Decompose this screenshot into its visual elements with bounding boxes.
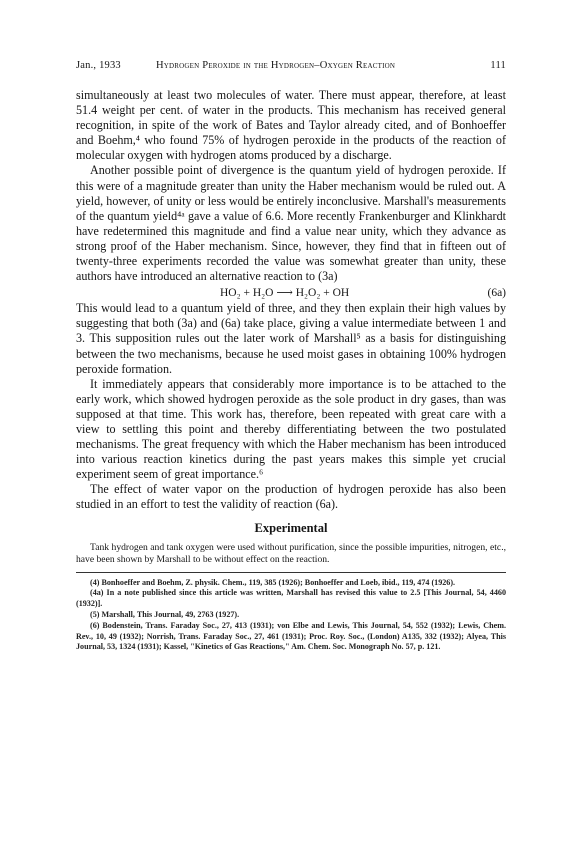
footnote-4: (4) Bonhoeffer and Boehm, Z. physik. Chem., 119, 385 (1926); Bonhoeffer and Loeb, ibid., 119, 474 (1926). [90, 577, 456, 587]
header-date: Jan., 1933 [76, 60, 121, 71]
paragraph-1: simultaneously at least two molecules of water. There must appear, therefore, at least 51.4 weight per cent. of water in the products. This mechanism has received general recognition, in spite of the work of Bates and Taylor already cited, and of Bonhoeffer and Boehm,⁴ who found 75% of hydrogen peroxide in the products of the reaction of molecular oxygen with hydrogen atoms produced by a discharge. [76, 88, 506, 163]
footnotes [76, 578, 506, 654]
page-number: 111 [490, 60, 506, 71]
section-heading: Experimental [254, 520, 328, 535]
footnote-5: (5) Marshall, This Journal, 49, 2763 (1927). [90, 609, 240, 619]
header-title: Hydrogen Peroxide in the Hydrogen–Oxygen Reaction [156, 60, 396, 71]
body-text [76, 88, 506, 513]
running-header [76, 60, 506, 76]
equation-number: (6a) [487, 287, 506, 300]
journal-page [76, 60, 506, 653]
experimental-text [76, 542, 506, 566]
footnote-4a: (4a) In a note published since this article was written, Marshall has revised this value to 2.5 [This Journal, 54, 4460 (1932)]. [76, 588, 506, 609]
footnote-6: (6) Bodenstein, Trans. Faraday Soc., 27, 413 (1931); von Elbe and Lewis, This Journal, 54, 552 (1932); Lewis, Chem. Rev., 10, 49 (1932); Norrish, Trans. Faraday Soc., 27, 461 (1931); Proc. Roy. Soc., (London) A135, 332 (1932); Alyea, This Journal, 53, 1324 (1931); Kassel, "Kinetics of Gas Reactions," Am. Chem. Soc. Monograph No. 57, p. 121. [76, 620, 506, 652]
footnote-divider [76, 572, 506, 573]
experimental-paragraph: Tank hydrogen and tank oxygen were used without purification, since the possible impurities, nitrogen, etc., have been shown by Marshall to be without effect on the reaction. [76, 541, 506, 565]
paragraph-3: This would lead to a quantum yield of three, and they then explain their high values by suggesting that both (3a) and (6a) take place, giving a value intermediate between 1 and 3. This supposition rules out the later work of Marshall⁵ as a basis for distinguishing between the two mechanisms, because he used moist gases in obtaining 100% hydrogen peroxide formation. [76, 301, 506, 376]
paragraph-5: The effect of water vapor on the production of hydrogen peroxide has also been studied in an effort to test the validity of reaction (6a). [76, 482, 506, 512]
equation-6a [76, 285, 506, 301]
equation-text: HO₂ + H₂O ⟶ H₂O₂ + OH [220, 287, 350, 300]
paragraph-4: It immediately appears that considerably more importance is to be attached to the early work, which showed hydrogen peroxide as the sole product in dry gases, than was supposed at that time. This work has, therefore, been repeated with great care with a view to settling this point and thereby differentiating between the two postulated mechanisms. The great frequency with which the Haber mechanism has been introduced into various reaction kinetics during the past years makes this simple yet crucial experiment seem of great importance.⁶ [76, 376, 506, 482]
paragraph-2: Another possible point of divergence is the quantum yield of hydrogen peroxide. If this were of a magnitude greater than unity the Haber mechanism would be ruled out. A yield, however, of unity or less would be entirely inconclusive. Marshall's measurements of the quantum yield⁴ᵃ gave a value of 6.6. More recently Frankenburger and Klinkhardt have redetermined this magnitude and find a value near unity, which they advance as strong proof of the Haber mechanism. Since, however, they find that in fifteen out of twenty-three experiments recorded the value was somewhat greater than unity, these authors have introduced an alternative reaction to (3a) [76, 163, 506, 284]
